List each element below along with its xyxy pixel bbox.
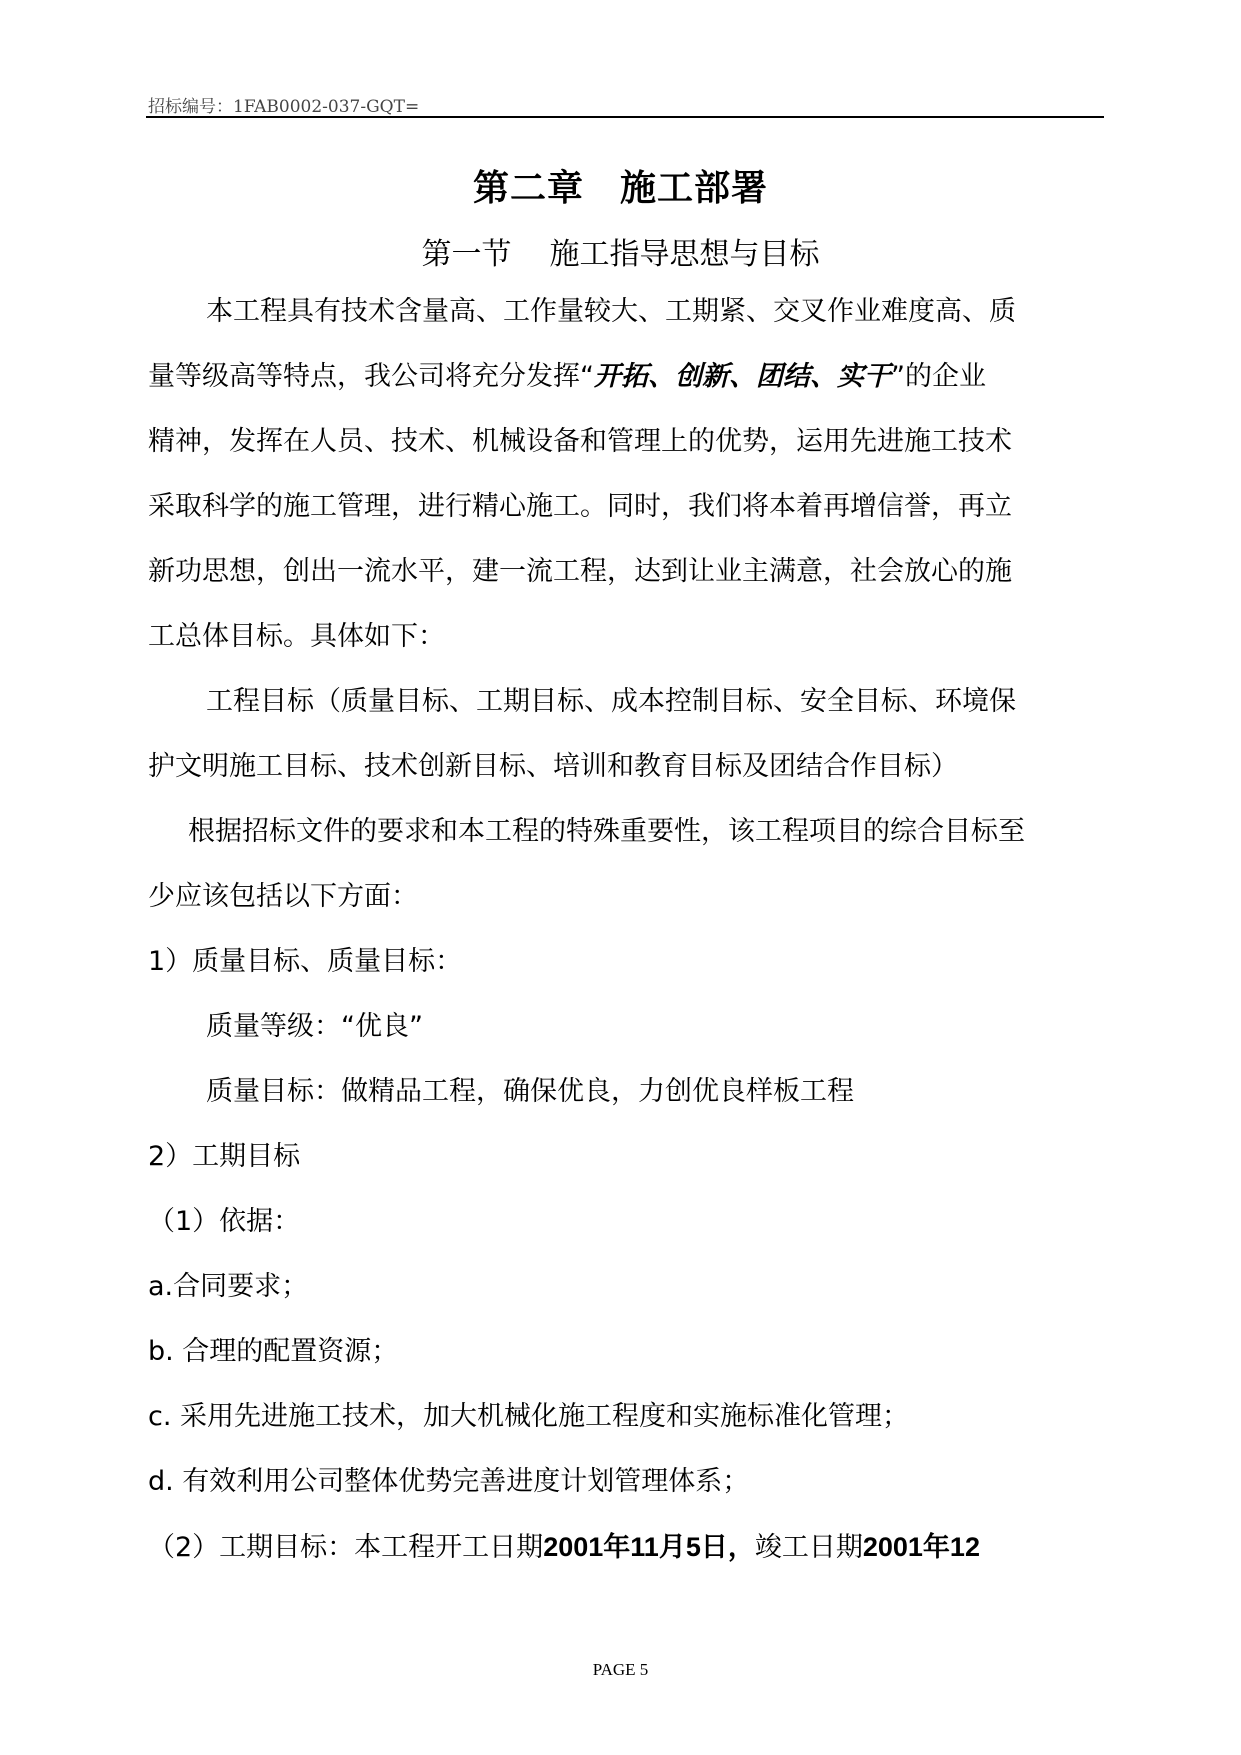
basis-item-c: c. 采用先进施工技术，加大机械化施工程度和实施标准化管理； (148, 1401, 910, 1432)
paragraph-line: 本工程具有技术含量高、工作量较大、工期紧、交叉作业难度高、质 (206, 296, 1016, 327)
chapter-title (0, 160, 1241, 211)
text-span: ， (727, 1532, 755, 1562)
basis-item-d: d. 有效利用公司整体优势完善进度计划管理体系； (148, 1466, 750, 1497)
company-spirit: 开拓、创新、团结、实干 (594, 361, 891, 392)
quality-goal: 质量目标：做精品工程，确保优良，力创优良样板工程 (206, 1076, 854, 1107)
bid-number-header: 招标编号：1FAB0002-037-GQT= (148, 97, 420, 117)
section-name: 施工指导思想与目标 (549, 237, 820, 272)
start-year: 2001 (543, 1532, 604, 1562)
schedule-basis-heading: （1）依据： (148, 1206, 301, 1237)
text-span: 日 (700, 1532, 728, 1562)
end-month: 12 (949, 1532, 980, 1562)
paragraph-line: 新功思想，创出一流水平，建一流工程，达到让业主满意，社会放心的施 (148, 556, 1012, 587)
start-month: 11 (630, 1532, 659, 1562)
quality-grade: 质量等级：“优良” (206, 1011, 423, 1042)
text-span: 年 (603, 1532, 631, 1562)
paragraph-line: 少应该包括以下方面： (148, 881, 418, 912)
text-span: 竣工日期 (754, 1532, 863, 1563)
paragraph-line: 护文明施工目标、技术创新目标、培训和教育目标及团结合作目标） (148, 751, 958, 782)
paragraph-line: 工总体目标。具体如下： (148, 621, 445, 652)
text-span: 年 (922, 1532, 950, 1562)
chapter-number: 第二章 (472, 168, 584, 209)
text-span: （2）工期目标：本工程开工日期 (148, 1532, 544, 1563)
basis-item-a: a.合同要求； (148, 1271, 309, 1302)
page-number: PAGE 5 (592, 1660, 649, 1679)
paragraph-line: 根据招标文件的要求和本工程的特殊重要性，该工程项目的综合目标至 (188, 816, 1025, 847)
text-span: ”的企业 (891, 361, 986, 392)
section-number: 第一节 (421, 237, 512, 272)
paragraph-line: 精神，发挥在人员、技术、机械设备和管理上的优势，运用先进施工技术 (148, 426, 1012, 457)
paragraph-line: 工程目标（质量目标、工期目标、成本控制目标、安全目标、环境保 (206, 686, 1016, 717)
end-year: 2001 (862, 1532, 923, 1562)
text-span: 月 (658, 1532, 686, 1562)
header-divider (146, 116, 1104, 118)
schedule-target-line (148, 1522, 1108, 1587)
start-day: 5 (685, 1532, 701, 1562)
basis-item-b: b. 合理的配置资源； (148, 1336, 399, 1367)
section-title (0, 229, 1241, 273)
document-body (148, 287, 1108, 1587)
text-span: 量等级高等特点，我公司将充分发挥“ (148, 361, 594, 392)
schedule-target-heading: 2）工期目标 (148, 1141, 301, 1172)
chapter-name: 施工部署 (620, 168, 769, 209)
quality-target-heading: 1）质量目标、质量目标： (148, 946, 463, 977)
paragraph-line: 采取科学的施工管理，进行精心施工。同时，我们将本着再增信誉，再立 (148, 491, 1012, 522)
paragraph-line (148, 352, 1108, 417)
